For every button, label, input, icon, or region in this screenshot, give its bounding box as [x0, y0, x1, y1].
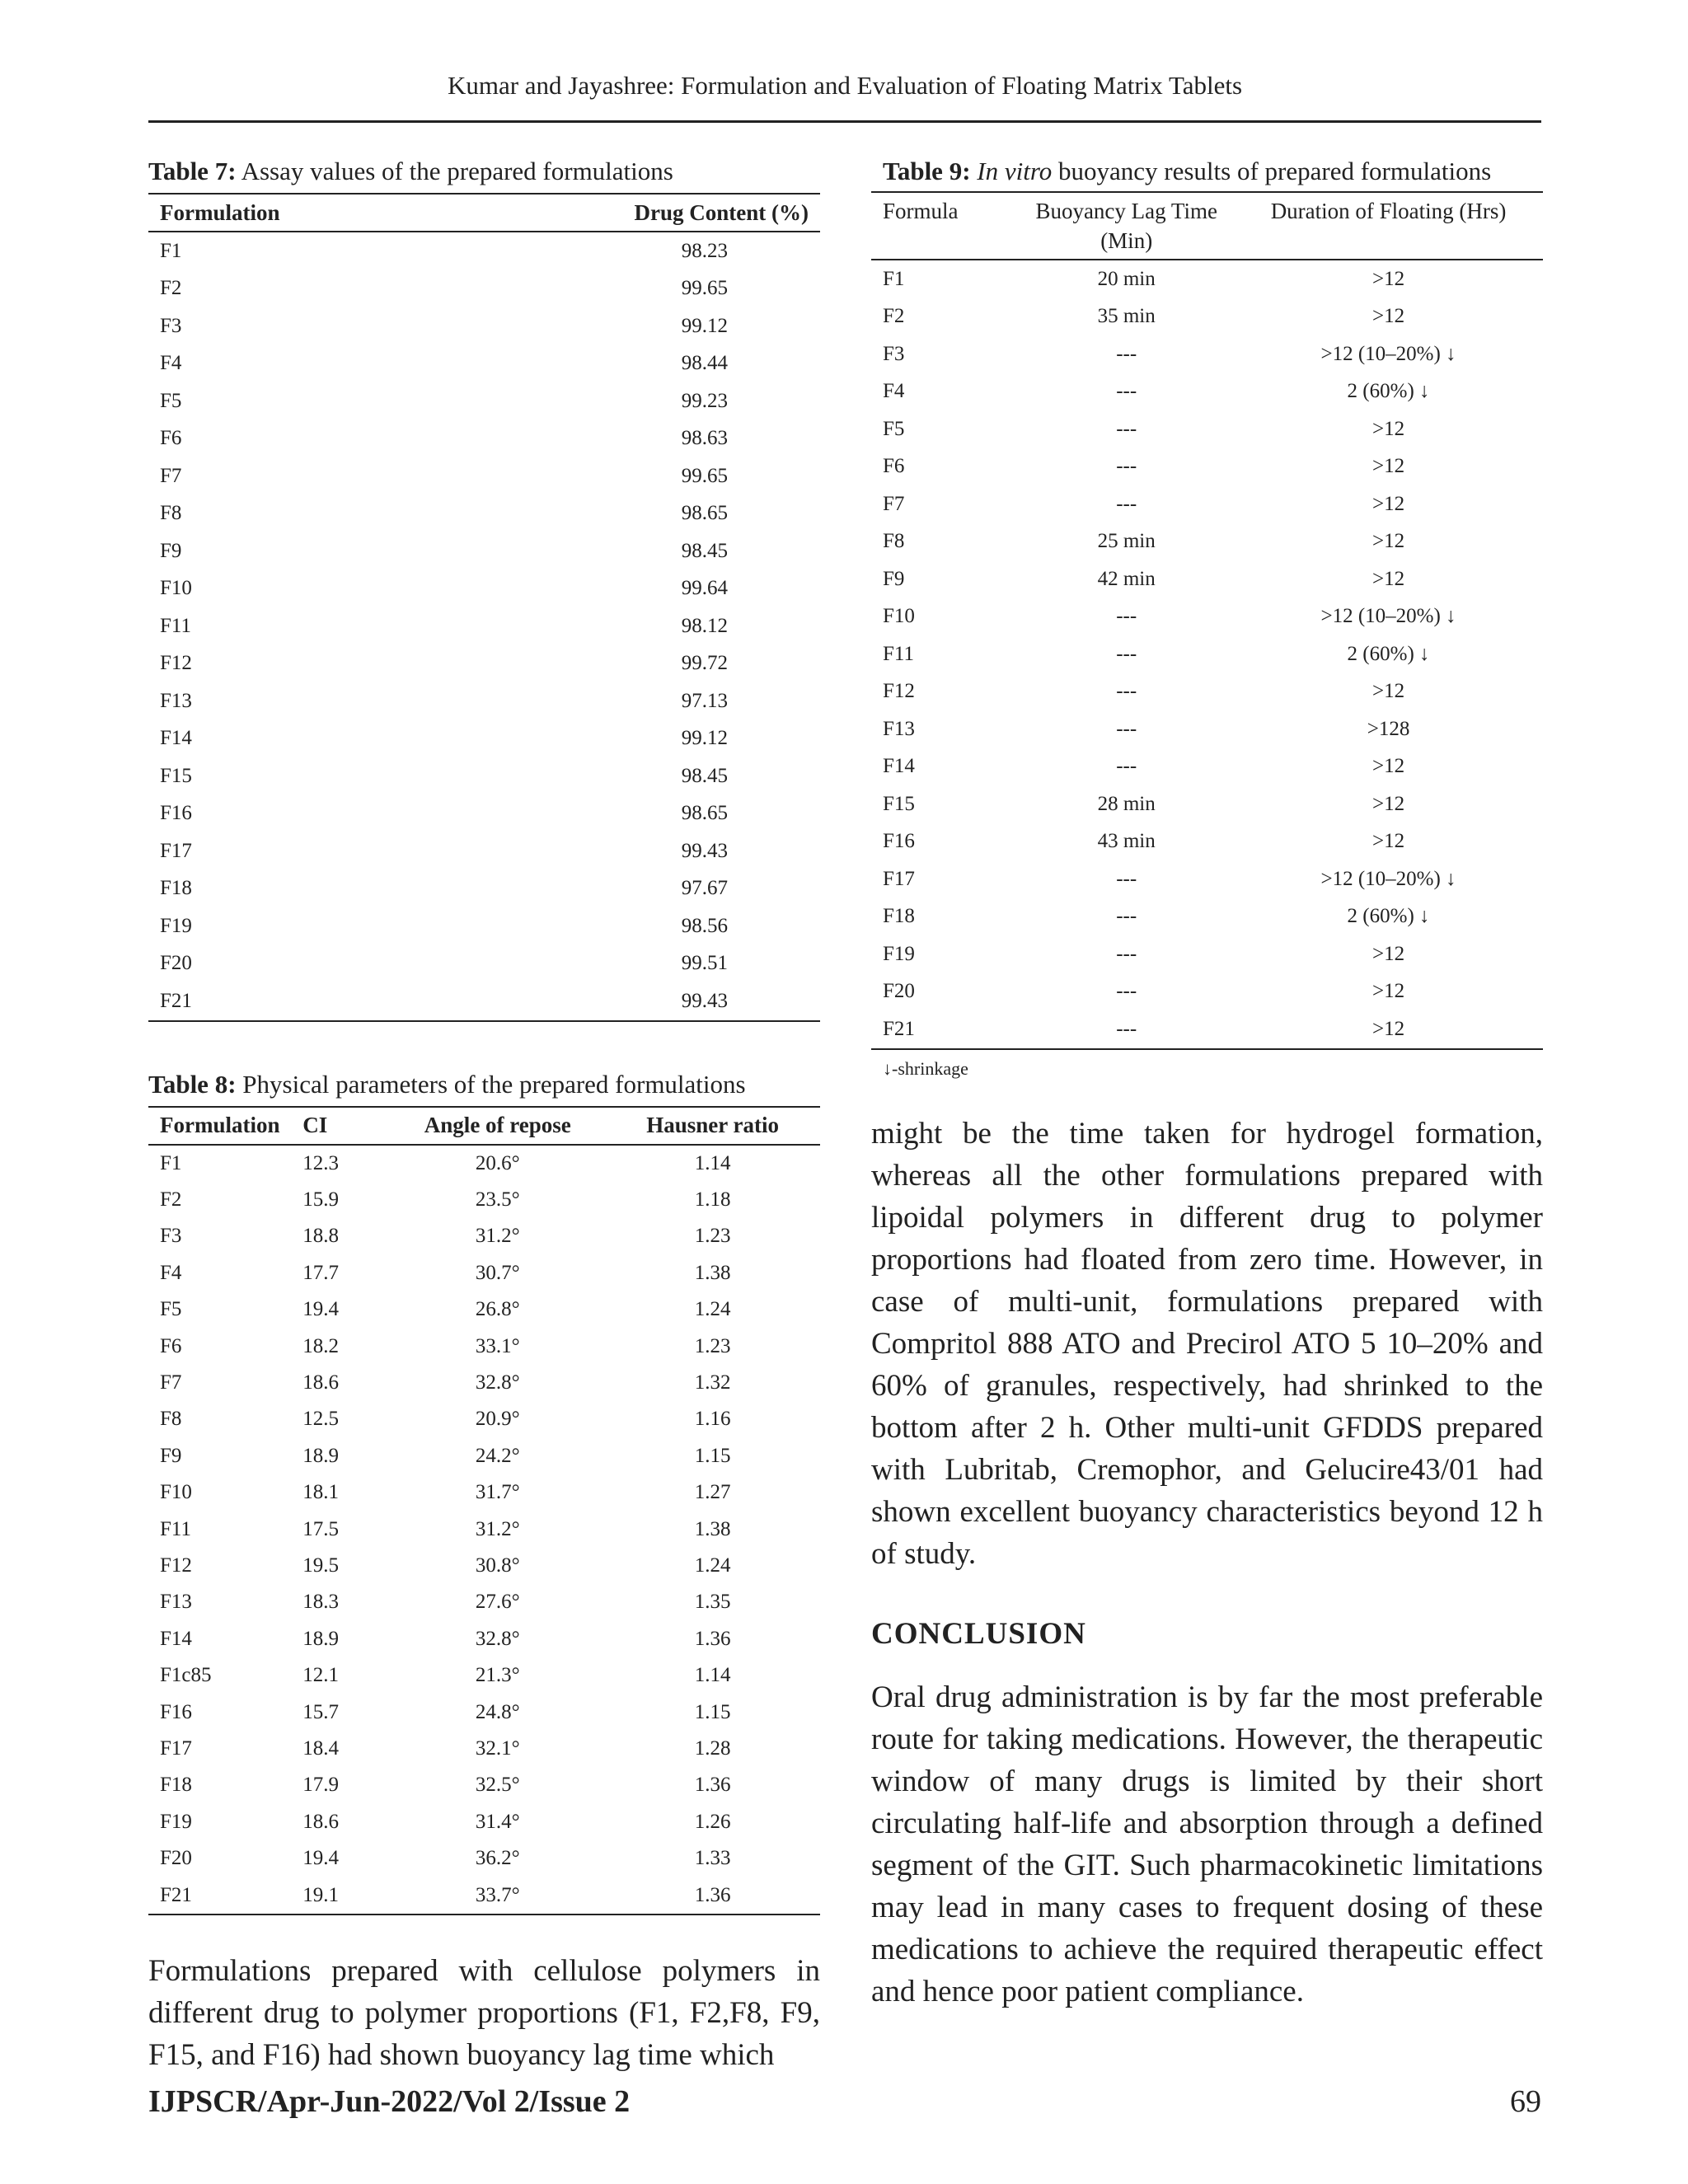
- table-row: [871, 935, 1543, 973]
- table-row: [871, 710, 1543, 748]
- column-header: Formulation: [160, 1113, 280, 1137]
- column-header: Formula: [883, 199, 959, 223]
- table-cell: 1.24: [694, 1554, 731, 1577]
- table-cell: 33.7°: [475, 1883, 520, 1906]
- table-cell: F20: [883, 980, 915, 1003]
- table-row: [148, 232, 820, 270]
- table-cell: 12.5: [302, 1408, 340, 1431]
- table8-label: Table 8:: [148, 1069, 237, 1099]
- table-cell: 18.9: [302, 1444, 340, 1467]
- table-row: [871, 485, 1543, 523]
- table-cell: 19.4: [302, 1847, 340, 1870]
- table-header-row: [148, 1107, 820, 1145]
- running-title: Kumar and Jayashree: Formulation and Evaluation of Floating Matrix Tablets: [447, 71, 1243, 100]
- table9-title: buoyancy results of prepared formulations: [1052, 157, 1492, 185]
- table-cell: 99.72: [681, 652, 728, 675]
- table-cell: F14: [160, 1627, 192, 1650]
- table-cell: 1.24: [694, 1298, 731, 1321]
- table-cell: 19.5: [302, 1554, 340, 1577]
- table-row: [148, 1291, 820, 1328]
- table-cell: F10: [160, 577, 192, 600]
- table-cell: F12: [160, 652, 192, 675]
- table-cell: >12 (10–20%) ↓: [1320, 867, 1456, 890]
- table-cell: 1.26: [694, 1810, 731, 1833]
- table-cell: >12 (10–20%) ↓: [1320, 605, 1456, 628]
- table-cell: F8: [883, 530, 905, 553]
- table-row: [148, 1657, 820, 1694]
- table-cell: 99.65: [681, 464, 728, 487]
- table-cell: 1.15: [694, 1444, 731, 1467]
- table-cell: >12: [1372, 942, 1405, 965]
- table-row: [871, 373, 1543, 411]
- table-cell: F3: [160, 1225, 182, 1248]
- table-cell: F1: [160, 1151, 182, 1174]
- table-cell: 98.45: [681, 764, 728, 787]
- table-cell: 15.9: [302, 1188, 340, 1212]
- table-cell: 18.1: [302, 1481, 340, 1504]
- table-cell: 98.65: [681, 502, 728, 525]
- conclusion-heading: CONCLUSION: [871, 1616, 1086, 1651]
- table-row: [148, 1731, 820, 1767]
- table-cell: 20.6°: [475, 1151, 520, 1174]
- table-cell: 1.28: [694, 1736, 731, 1760]
- conclusion-paragraph: Oral drug administration is by far the most preferable route for taking medications. However, the therapeutic window of many drugs is limited by their short circulating half-life and absorption through a defined segment of the GIT. Such pharmacokinetic limitations may lead in many cases to frequent dosing of these medications to achieve the required therapeutic effect and hence poor patient compliance.: [871, 1680, 1543, 2008]
- table-row: [148, 1511, 820, 1547]
- table-cell: F13: [160, 1591, 192, 1614]
- table-cell: ---: [1116, 380, 1137, 403]
- page-number: 69: [1510, 2084, 1541, 2119]
- table-cell: 18.4: [302, 1736, 340, 1760]
- body-paragraph: Formulations prepared with cellulose polymers in different drug to polymer proportions (F1, F2,F8, F9, F15, and F16) had shown buoyancy lag time which: [148, 1953, 820, 2072]
- table-cell: 1.27: [694, 1481, 731, 1504]
- table-row: [148, 457, 820, 495]
- table-row: [148, 1218, 820, 1254]
- table-cell: F11: [883, 642, 914, 665]
- table-row: [148, 645, 820, 683]
- table-cell: 2 (60%) ↓: [1347, 380, 1430, 403]
- table-cell: F9: [883, 567, 905, 590]
- table-cell: 1.38: [694, 1261, 731, 1284]
- table-cell: >12: [1372, 305, 1405, 328]
- table8: [148, 1106, 820, 1915]
- table-cell: >12: [1372, 492, 1405, 515]
- table-cell: 26.8°: [475, 1298, 520, 1321]
- column-header: Drug Content (%): [634, 199, 809, 225]
- table-cell: 99.64: [681, 577, 728, 600]
- table-cell: F13: [883, 717, 915, 740]
- table-cell: F17: [160, 1736, 192, 1760]
- table-row: [148, 1182, 820, 1218]
- table-row: [148, 1401, 820, 1437]
- table-cell: >12: [1372, 267, 1405, 290]
- table-cell: 18.2: [302, 1334, 340, 1357]
- table-cell: 27.6°: [475, 1591, 520, 1614]
- column-header: Angle of repose: [424, 1113, 571, 1137]
- table9-title-italic: In vitro: [977, 157, 1053, 185]
- table-cell: F1: [883, 267, 905, 290]
- table-cell: >12: [1372, 830, 1405, 853]
- table-cell: 18.8: [302, 1225, 340, 1248]
- table-row: [148, 1840, 820, 1877]
- table-row: [148, 1877, 820, 1914]
- journal-footer: IJPSCR/Apr-Jun-2022/Vol 2/Issue 2: [148, 2084, 631, 2119]
- table-cell: 30.7°: [475, 1261, 520, 1284]
- table-cell: F9: [160, 539, 182, 562]
- table-cell: 1.36: [694, 1774, 731, 1797]
- table-cell: 98.23: [681, 239, 728, 262]
- table7-title: Assay values of the prepared formulations: [241, 157, 673, 185]
- table-cell: F11: [160, 1517, 191, 1540]
- column-header: Buoyancy Lag Time (Min): [1035, 199, 1217, 253]
- table-cell: 98.65: [681, 802, 728, 825]
- table-row: [148, 720, 820, 758]
- table-cell: F6: [883, 455, 905, 478]
- table-row: [871, 298, 1543, 336]
- table-cell: 17.9: [302, 1774, 340, 1797]
- table-row: [148, 382, 820, 420]
- right-column: [871, 155, 1543, 2013]
- table-cell: F3: [160, 314, 182, 337]
- table9: [871, 191, 1543, 1050]
- table-cell: >12: [1372, 455, 1405, 478]
- table-cell: ---: [1116, 492, 1137, 515]
- table-cell: >12: [1372, 530, 1405, 553]
- table-cell: ---: [1116, 455, 1137, 478]
- table7-caption: [148, 155, 820, 188]
- table-row: [148, 982, 820, 1021]
- table-cell: >12: [1372, 680, 1405, 703]
- table-row: [148, 1438, 820, 1474]
- table-cell: >12: [1372, 980, 1405, 1003]
- table-cell: 1.38: [694, 1517, 731, 1540]
- table9-label: Table 9:: [883, 157, 971, 185]
- table-cell: F18: [883, 905, 915, 928]
- column-header: Hausner ratio: [646, 1113, 779, 1137]
- table-row: [148, 1584, 820, 1620]
- table-cell: >128: [1367, 717, 1410, 740]
- table-cell: 1.15: [694, 1700, 731, 1723]
- table-cell: 1.32: [694, 1371, 731, 1394]
- table-cell: 31.4°: [475, 1810, 520, 1833]
- table-cell: 20.9°: [475, 1408, 520, 1431]
- table-row: [148, 795, 820, 833]
- table-cell: 98.63: [681, 427, 728, 450]
- table-row: [148, 307, 820, 345]
- table-row: [871, 635, 1543, 673]
- table9-footnote: ↓-shrinkage: [883, 1057, 968, 1079]
- table-row: [148, 1365, 820, 1401]
- table-row: [148, 420, 820, 458]
- table-row: [148, 1474, 820, 1511]
- column-header: Duration of Floating (Hrs): [1270, 199, 1507, 223]
- table-cell: F5: [883, 417, 905, 440]
- table-cell: F19: [160, 914, 192, 937]
- table-cell: F13: [160, 689, 192, 712]
- table-header-row: [871, 192, 1543, 260]
- table-cell: F19: [883, 942, 915, 965]
- table-row: [148, 757, 820, 795]
- table-row: [148, 570, 820, 608]
- table-cell: F17: [160, 839, 192, 862]
- table-cell: F3: [883, 342, 905, 365]
- table-row: [871, 523, 1543, 561]
- table-cell: F17: [883, 867, 915, 890]
- table-row: [871, 260, 1543, 298]
- table-cell: F7: [160, 464, 182, 487]
- table-cell: 31.2°: [475, 1517, 520, 1540]
- table-cell: 1.18: [694, 1188, 731, 1212]
- table-cell: F7: [160, 1371, 182, 1394]
- table-cell: ---: [1116, 342, 1137, 365]
- table-cell: F14: [883, 755, 915, 778]
- column-header: CI: [302, 1113, 328, 1137]
- table-cell: 98.12: [681, 614, 728, 637]
- table-cell: 99.65: [681, 277, 728, 300]
- table-cell: F16: [883, 830, 915, 853]
- table-cell: 99.12: [681, 314, 728, 337]
- table-cell: 98.44: [681, 352, 728, 375]
- table-cell: F5: [160, 1298, 182, 1321]
- table-cell: 36.2°: [475, 1847, 520, 1870]
- table-cell: 23.5°: [475, 1188, 520, 1212]
- table-cell: F7: [883, 492, 905, 515]
- table-cell: ---: [1116, 1017, 1137, 1040]
- table-cell: >12 (10–20%) ↓: [1320, 342, 1456, 365]
- table-cell: 32.8°: [475, 1371, 520, 1394]
- table7-label: Table 7:: [148, 157, 237, 185]
- table-row: [871, 823, 1543, 861]
- table-row: [871, 748, 1543, 786]
- table-cell: ---: [1116, 642, 1137, 665]
- table-cell: F9: [160, 1444, 182, 1467]
- table-cell: >12: [1372, 417, 1405, 440]
- header-rule: [148, 120, 1541, 123]
- table-cell: F4: [160, 352, 182, 375]
- table-row: [148, 945, 820, 983]
- table-cell: 42 min: [1097, 567, 1156, 590]
- table-row: [871, 673, 1543, 711]
- table-cell: F4: [883, 380, 905, 403]
- table-row: [871, 785, 1543, 823]
- table-cell: >12: [1372, 792, 1405, 815]
- table-cell: 15.7: [302, 1700, 340, 1723]
- table-cell: 1.23: [694, 1225, 731, 1248]
- table-cell: 18.6: [302, 1371, 340, 1394]
- table-cell: F6: [160, 1334, 182, 1357]
- table-cell: F18: [160, 877, 192, 900]
- table-cell: F18: [160, 1774, 192, 1797]
- table-row: [148, 1328, 820, 1364]
- table-cell: F16: [160, 1700, 192, 1723]
- table-cell: F12: [160, 1554, 192, 1577]
- table-cell: 97.67: [681, 877, 728, 900]
- table-cell: F2: [160, 1188, 182, 1212]
- table-cell: F2: [883, 305, 905, 328]
- table-cell: 32.1°: [475, 1736, 520, 1760]
- table-cell: 1.23: [694, 1334, 731, 1357]
- table-cell: ---: [1116, 417, 1137, 440]
- table-row: [148, 270, 820, 308]
- table8-caption: [148, 1068, 820, 1101]
- table-cell: 21.3°: [475, 1664, 520, 1687]
- table-row: [148, 832, 820, 870]
- table-cell: 99.43: [681, 839, 728, 862]
- table-cell: F21: [160, 989, 192, 1012]
- table-cell: >12: [1372, 1017, 1405, 1040]
- table-cell: ---: [1116, 942, 1137, 965]
- table-cell: 19.4: [302, 1298, 340, 1321]
- table-row: [148, 682, 820, 720]
- table-cell: ---: [1116, 980, 1137, 1003]
- table-cell: 32.8°: [475, 1627, 520, 1650]
- table-row: [871, 560, 1543, 598]
- table-row: [871, 1010, 1543, 1049]
- table-row: [148, 1621, 820, 1657]
- table-cell: F2: [160, 277, 182, 300]
- table-cell: ---: [1116, 680, 1137, 703]
- table-cell: 12.1: [302, 1664, 340, 1687]
- table-cell: 24.8°: [475, 1700, 520, 1723]
- table-row: [148, 1767, 820, 1803]
- table-cell: 18.9: [302, 1627, 340, 1650]
- table-cell: >12: [1372, 567, 1405, 590]
- table-cell: 32.5°: [475, 1774, 520, 1797]
- table-cell: ---: [1116, 717, 1137, 740]
- table-cell: 1.36: [694, 1627, 731, 1650]
- column-header: Formulation: [160, 199, 280, 225]
- table-cell: F21: [160, 1883, 192, 1906]
- table-cell: 30.8°: [475, 1554, 520, 1577]
- table-cell: F21: [883, 1017, 915, 1040]
- table-cell: 12.3: [302, 1151, 340, 1174]
- table-cell: 18.6: [302, 1810, 340, 1833]
- table-cell: 98.56: [681, 914, 728, 937]
- table-cell: 33.1°: [475, 1334, 520, 1357]
- table-cell: 2 (60%) ↓: [1347, 905, 1430, 928]
- table-cell: F20: [160, 1847, 192, 1870]
- body-paragraph: might be the time taken for hydrogel formation, whereas all the other formulations prepared with lipoidal polymers in different drug to polymer proportions had floated from zero time. However, in case of multi-unit, formulations prepared with Compritol 888 ATO and Precirol ATO 5 10–20% and 60% of granules, respectively, had shrinked to the bottom after 2 h. Other multi-unit GFDDS prepared with Lubritab, Cremophor, and Gelucire43/01 had shown excellent buoyancy characteristics beyond 12 h of study.: [871, 1116, 1543, 1571]
- table-cell: F8: [160, 1408, 182, 1431]
- table-cell: 99.12: [681, 727, 728, 750]
- table-row: [871, 410, 1543, 448]
- table-cell: 43 min: [1097, 830, 1156, 853]
- table-cell: ---: [1116, 755, 1137, 778]
- table-row: [148, 607, 820, 645]
- table-cell: ---: [1116, 867, 1137, 890]
- table-cell: F14: [160, 727, 192, 750]
- table-cell: F15: [883, 792, 915, 815]
- table-cell: 99.23: [681, 389, 728, 412]
- table-cell: F8: [160, 502, 182, 525]
- table-row: [148, 1255, 820, 1291]
- table-row: [871, 448, 1543, 486]
- table-row: [148, 1804, 820, 1840]
- table-row: [148, 1548, 820, 1584]
- table-cell: 17.7: [302, 1261, 340, 1284]
- table-cell: F1c85: [160, 1664, 212, 1687]
- table-cell: 2 (60%) ↓: [1347, 642, 1430, 665]
- table-cell: F1: [160, 239, 182, 262]
- table-cell: 24.2°: [475, 1444, 520, 1467]
- table-cell: 1.33: [694, 1847, 731, 1870]
- table-cell: F19: [160, 1810, 192, 1833]
- table-row: [148, 870, 820, 908]
- table-cell: 35 min: [1097, 305, 1156, 328]
- table-cell: 1.35: [694, 1591, 731, 1614]
- table-row: [148, 495, 820, 533]
- table-cell: 25 min: [1097, 530, 1156, 553]
- table-row: [148, 1145, 820, 1182]
- table8-title: Physical parameters of the prepared formulations: [242, 1069, 746, 1099]
- table-cell: 28 min: [1097, 792, 1156, 815]
- table-cell: F4: [160, 1261, 182, 1284]
- table-cell: F11: [160, 614, 191, 637]
- table-cell: F5: [160, 389, 182, 412]
- table-cell: 31.7°: [475, 1481, 520, 1504]
- table-row: [871, 973, 1543, 1011]
- table-cell: F15: [160, 764, 192, 787]
- table-cell: 97.13: [681, 689, 728, 712]
- table-cell: 1.14: [694, 1664, 731, 1687]
- table-cell: 1.14: [694, 1151, 731, 1174]
- table-cell: 31.2°: [475, 1225, 520, 1248]
- table-row: [148, 345, 820, 383]
- table-cell: >12: [1372, 755, 1405, 778]
- left-column: [148, 155, 820, 2076]
- table-cell: 19.1: [302, 1883, 340, 1906]
- table-cell: ---: [1116, 605, 1137, 628]
- table-cell: F6: [160, 427, 182, 450]
- table-cell: 99.43: [681, 989, 728, 1012]
- table-cell: F12: [883, 680, 915, 703]
- table-row: [871, 598, 1543, 636]
- table-row: [148, 907, 820, 945]
- table-cell: 1.16: [694, 1408, 731, 1431]
- table-row: [148, 532, 820, 570]
- table-row: [871, 335, 1543, 373]
- table-cell: F10: [883, 605, 915, 628]
- table7: [148, 193, 820, 1022]
- table-cell: 20 min: [1097, 267, 1156, 290]
- table-cell: F16: [160, 802, 192, 825]
- table9-caption: [871, 155, 1543, 188]
- table-cell: 98.45: [681, 539, 728, 562]
- table-row: [871, 898, 1543, 936]
- table-row: [871, 860, 1543, 898]
- table-cell: ---: [1116, 905, 1137, 928]
- table-cell: F10: [160, 1481, 192, 1504]
- table-cell: F20: [160, 952, 192, 975]
- table-cell: 1.36: [694, 1883, 731, 1906]
- table-header-row: [148, 194, 820, 232]
- table-cell: 18.3: [302, 1591, 340, 1614]
- table-cell: 17.5: [302, 1517, 340, 1540]
- table-cell: 99.51: [681, 952, 728, 975]
- table-row: [148, 1694, 820, 1730]
